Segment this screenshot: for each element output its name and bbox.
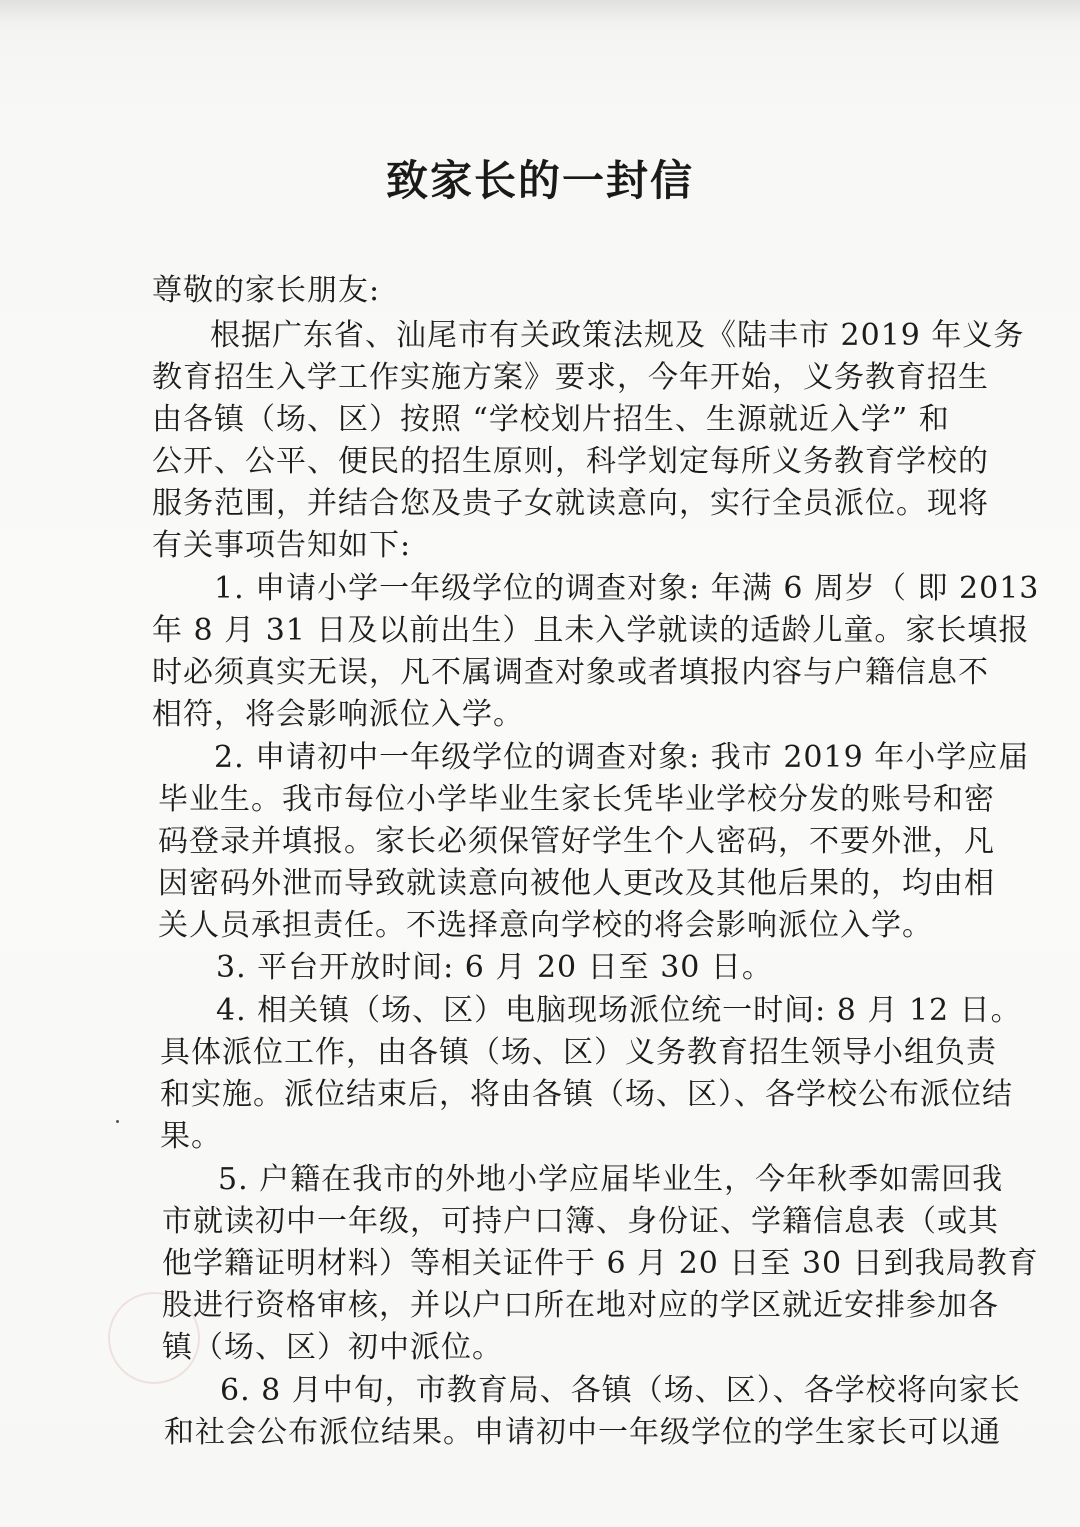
item-5-line: 5. 户籍在我市的外地小学应届毕业生，今年秋季如需回我 xyxy=(218,1162,1004,1197)
item-2-line: 2. 申请初中一年级学位的调查对象: 我市 2019 年小学应届 xyxy=(214,740,1030,775)
item-6-line: 6. 8 月中旬，市教育局、各镇（场、区）、各学校将向家长 xyxy=(220,1373,1021,1408)
item-4-line: 果。 xyxy=(160,1119,222,1154)
paragraph-line: 有关事项告知如下: xyxy=(152,528,412,563)
item-2-line: 毕业生。我市每位小学毕业生家长凭毕业学校分发的账号和密 xyxy=(158,782,995,817)
item-1-line: 相符，将会影响派位入学。 xyxy=(152,697,524,732)
item-4-line: 具体派位工作，由各镇（场、区）义务教育招生领导小组负责 xyxy=(160,1035,997,1070)
item-6-line: 和社会公布派位结果。申请初中一年级学位的学生家长可以通 xyxy=(164,1415,1001,1450)
item-5-line: 他学籍证明材料）等相关证件于 6 月 20 日至 30 日到我局教育 xyxy=(162,1246,1039,1281)
paragraph-line: 公开、公平、便民的招生原则，科学划定每所义务教育学校的 xyxy=(152,444,989,479)
paragraph-line: 教育招生入学工作实施方案》要求，今年开始，义务教育招生 xyxy=(152,360,989,395)
letter-title: 致家长的一封信 xyxy=(385,156,694,205)
item-2-line: 因密码外泄而导致就读意向被他人更改及其他后果的，均由相 xyxy=(158,866,995,901)
item-1-line: 时必须真实无误，凡不属调查对象或者填报内容与户籍信息不 xyxy=(152,655,989,690)
item-2-line: 码登录并填报。家长必须保管好学生个人密码，不要外泄，凡 xyxy=(158,824,995,859)
item-1-line: 1. 申请小学一年级学位的调查对象: 年满 6 周岁（ 即 2013 xyxy=(214,571,1040,606)
item-5-line: 镇（场、区）初中派位。 xyxy=(162,1330,503,1365)
paragraph-line: 服务范围，并结合您及贵子女就读意向，实行全员派位。现将 xyxy=(152,486,989,521)
item-5-line: 市就读初中一年级，可持户口簿、身份证、学籍信息表（或其 xyxy=(162,1204,999,1239)
paragraph-line: 根据广东省、汕尾市有关政策法规及《陆丰市 2019 年义务 xyxy=(210,318,1025,353)
salutation: 尊敬的家长朋友: xyxy=(152,273,381,308)
item-1-line: 年 8 月 31 日及以前出生）且未入学就读的适龄儿童。家长填报 xyxy=(152,613,1030,648)
item-2-line: 关人员承担责任。不选择意向学校的将会影响派位入学。 xyxy=(158,908,933,943)
item-4-line: 4. 相关镇（场、区）电脑现场派位统一时间: 8 月 12 日。 xyxy=(216,993,1022,1028)
item-3-line: 3. 平台开放时间: 6 月 20 日至 30 日。 xyxy=(216,950,773,985)
paragraph-line: 由各镇（场、区）按照 “学校划片招生、生源就近入学” 和 xyxy=(152,402,950,437)
item-4-line: 和实施。派位结束后，将由各镇（场、区）、各学校公布派位结 xyxy=(160,1077,1013,1112)
scan-shadow xyxy=(0,0,1080,40)
scan-speck xyxy=(116,1120,119,1123)
item-5-line: 股进行资格审核，并以户口所在地对应的学区就近安排参加各 xyxy=(162,1288,999,1323)
